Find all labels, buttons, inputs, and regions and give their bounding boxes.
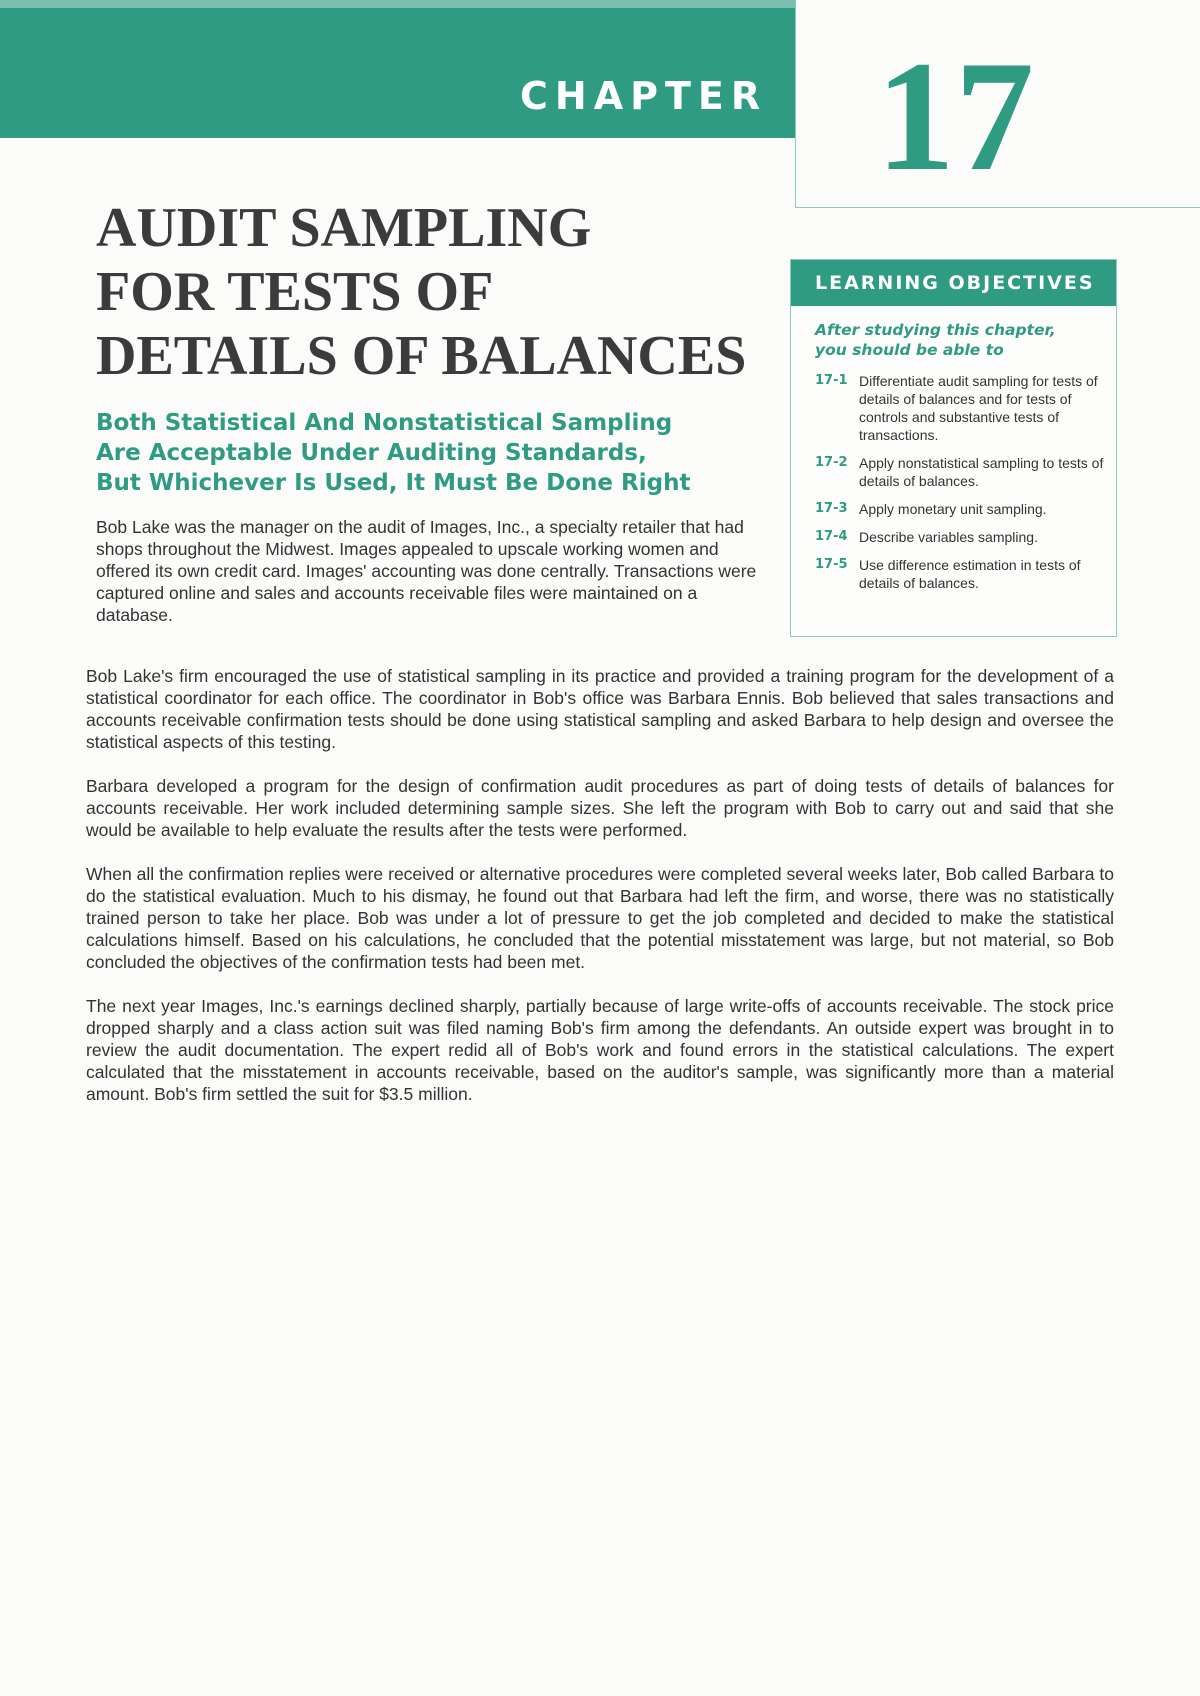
subtitle-line: Both Statistical And Nonstatistical Sampling <box>96 410 673 436</box>
objective-number: 17-5 <box>815 557 848 572</box>
objective-number: 17-2 <box>815 455 848 470</box>
objective-text: Describe variables sampling. <box>859 529 1038 545</box>
learning-objectives-heading: LEARNING OBJECTIVES <box>791 260 1116 306</box>
learning-objectives-box <box>790 259 1117 637</box>
title-line: AUDIT SAMPLING <box>96 197 592 259</box>
objective-item <box>815 372 1116 444</box>
banner-top-strip <box>0 0 795 8</box>
objective-item <box>815 500 1116 518</box>
body-paragraph: When all the confirmation replies were received or alternative procedures were completed several weeks later, Bob called Barbara to do the statistical evaluation. Much to his dismay, he found out that Barbara had left the firm, and worse, there was no statistically trained person to take her place. Bob was under a lot of pressure to get the job completed and decided to make the statistical calculations himself. Based on his calculations, he concluded that the potential misstatement was large, but not material, so Bob concluded the objectives of the confirmation tests had been met. <box>86 864 1114 972</box>
learning-objectives-intro: After studying this chapter, you should be able to <box>815 321 1056 359</box>
chapter-number: 17 <box>876 29 1034 204</box>
chapter-title <box>96 196 756 388</box>
objective-text: Apply nonstatistical sampling to tests of details of balances. <box>859 455 1104 489</box>
chapter-label: CHAPTER <box>520 74 768 118</box>
objective-text: Use difference estimation in tests of details of balances. <box>859 557 1081 591</box>
title-line: DETAILS OF BALANCES <box>96 325 747 387</box>
body-text <box>86 665 1114 1127</box>
learning-objectives-list <box>815 372 1116 592</box>
intro-paragraph: Bob Lake was the manager on the audit of Images, Inc., a specialty retailer that had shops throughout the Midwest. Images appealed to upscale working women and offered its own credit card. Images' accounting was done centrally. Transactions were captured online and sales and accounts receivable files were maintained on a database. <box>96 517 757 625</box>
objective-number: 17-1 <box>815 373 848 388</box>
subtitle-line: Are Acceptable Under Auditing Standards, <box>96 440 647 466</box>
objective-item <box>815 556 1116 592</box>
objective-item <box>815 528 1116 546</box>
objective-number: 17-3 <box>815 501 848 516</box>
title-line: FOR TESTS OF <box>96 261 494 323</box>
body-paragraph: Barbara developed a program for the design of confirmation audit procedures as part of doing tests of details of balances for accounts receivable. Her work included determining sample sizes. She left the program with Bob to carry out and said that she would be available to help evaluate the results after the tests were performed. <box>86 776 1114 840</box>
body-paragraph: Bob Lake's firm encouraged the use of statistical sampling in its practice and provided a training program for the development of a statistical coordinator for each office. The coordinator in Bob's office was Barbara Ennis. Bob believed that sales transactions and accounts receivable confirmation tests should be done using statistical sampling and asked Barbara to help design and oversee the statistical aspects of this testing. <box>86 666 1114 752</box>
chapter-subtitle <box>96 408 756 498</box>
objective-item <box>815 454 1116 490</box>
chapter-banner <box>0 8 795 138</box>
subtitle-line: But Whichever Is Used, It Must Be Done Right <box>96 470 691 496</box>
objective-text: Differentiate audit sampling for tests of details of balances and for tests of controls and substantive tests of transactions. <box>859 373 1098 443</box>
objective-text: Apply monetary unit sampling. <box>859 501 1047 517</box>
objective-number: 17-4 <box>815 529 848 544</box>
body-paragraph: The next year Images, Inc.'s earnings declined sharply, partially because of large write-offs of accounts receivable. The stock price dropped sharply and a class action suit was filed naming Bob's firm among the defendants. An outside expert was brought in to review the audit documentation. The expert redid all of Bob's work and found errors in the statistical calculations. The expert calculated that the misstatement in accounts receivable, based on the auditor's sample, was significantly more than a material amount. Bob's firm settled the suit for $3.5 million. <box>86 996 1114 1104</box>
